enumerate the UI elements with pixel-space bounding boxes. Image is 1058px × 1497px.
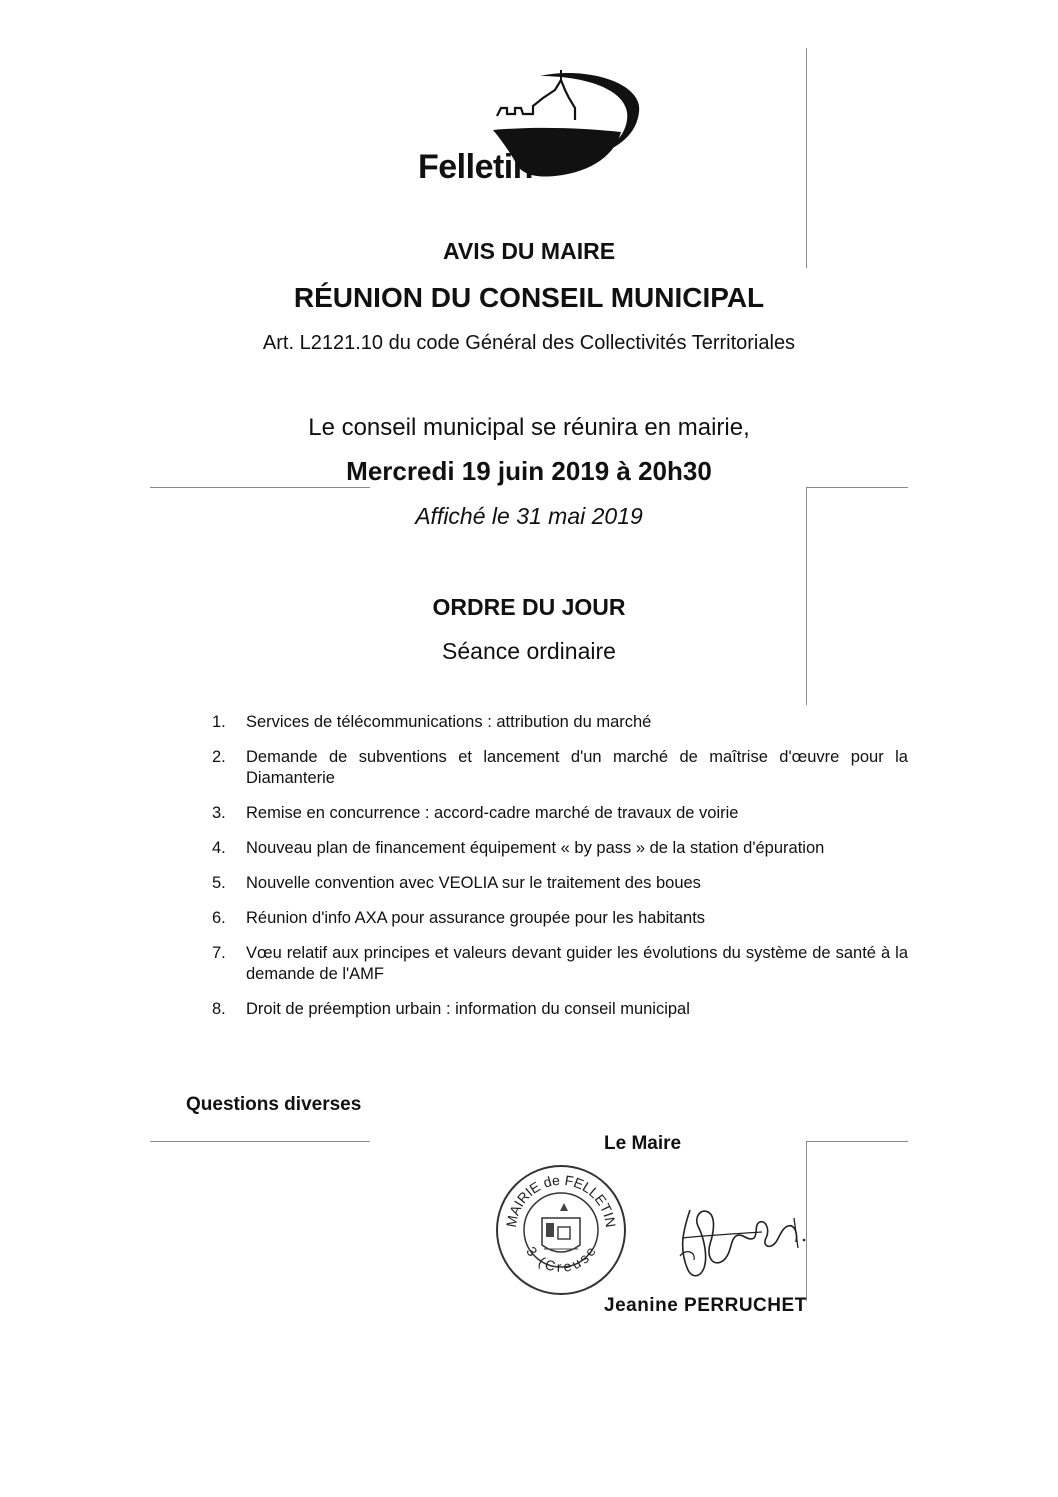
item-number: 4.: [212, 839, 226, 857]
list-item: [200, 747, 908, 789]
item-text: Remise en concurrence : accord-cadre marché de travaux de voirie: [246, 804, 739, 822]
agenda-subheading: Séance ordinaire: [442, 638, 616, 664]
item-number: 8.: [212, 1000, 226, 1018]
item-text: Droit de préemption urbain : information du conseil municipal: [246, 1000, 690, 1018]
list-item: [200, 943, 908, 985]
mayor-signature: [670, 1198, 810, 1288]
item-number: 7.: [212, 944, 226, 962]
scan-line: [806, 487, 908, 488]
questions-diverses: Questions diverses: [186, 1094, 362, 1115]
item-text: Services de télécommunications : attribution du marché: [246, 713, 652, 731]
agenda-heading: ORDRE DU JOUR: [432, 594, 626, 620]
legal-reference: Art. L2121.10 du code Général des Collectivités Territoriales: [262, 332, 796, 354]
mairie-stamp: [494, 1163, 628, 1297]
scan-line: [806, 48, 807, 268]
meeting-title: RÉUNION DU CONSEIL MUNICIPAL: [293, 282, 765, 313]
item-number: 2.: [212, 748, 226, 766]
item-number: 3.: [212, 804, 226, 822]
list-item: [200, 908, 908, 929]
list-item: [200, 838, 908, 859]
meeting-intro: Le conseil municipal se réunira en mairie,: [308, 414, 750, 441]
scan-line: [150, 1141, 370, 1142]
posted-date: Affiché le 31 mai 2019: [415, 503, 643, 529]
scan-line: [806, 1141, 908, 1142]
mayor-name: Jeanine PERRUCHET: [604, 1295, 807, 1316]
mayor-title: Le Maire: [604, 1133, 682, 1154]
item-text: Demande de subventions et lancement d'un marché de maîtrise d'œuvre pour la Diamanterie: [246, 748, 908, 787]
notice-title: AVIS DU MAIRE: [442, 238, 616, 264]
item-text: Vœu relatif aux principes et valeurs devant guider les évolutions du système de santé à la demande de l'AMF: [246, 944, 908, 983]
list-item: [200, 999, 908, 1020]
list-item: [200, 873, 908, 894]
item-text: Réunion d'info AXA pour assurance groupée pour les habitants: [246, 909, 706, 927]
list-item: [200, 712, 908, 733]
item-text: Nouvelle convention avec VEOLIA sur le traitement des boues: [246, 874, 701, 892]
stamp-text-bottom: 3 (Creuse: [523, 1241, 601, 1275]
list-item: [200, 803, 908, 824]
item-number: 1.: [212, 713, 226, 731]
item-text: Nouveau plan de financement équipement « by pass » de la station d'épuration: [246, 839, 825, 857]
agenda-list: [200, 712, 908, 1034]
scan-line: [150, 487, 370, 488]
logo-wordmark: Felletin: [418, 148, 534, 186]
stamp-text-top: MAIRIE de FELLETIN: [502, 1171, 620, 1229]
meeting-date: Mercredi 19 juin 2019 à 20h30: [346, 456, 712, 486]
item-number: 6.: [212, 909, 226, 927]
item-number: 5.: [212, 874, 226, 892]
